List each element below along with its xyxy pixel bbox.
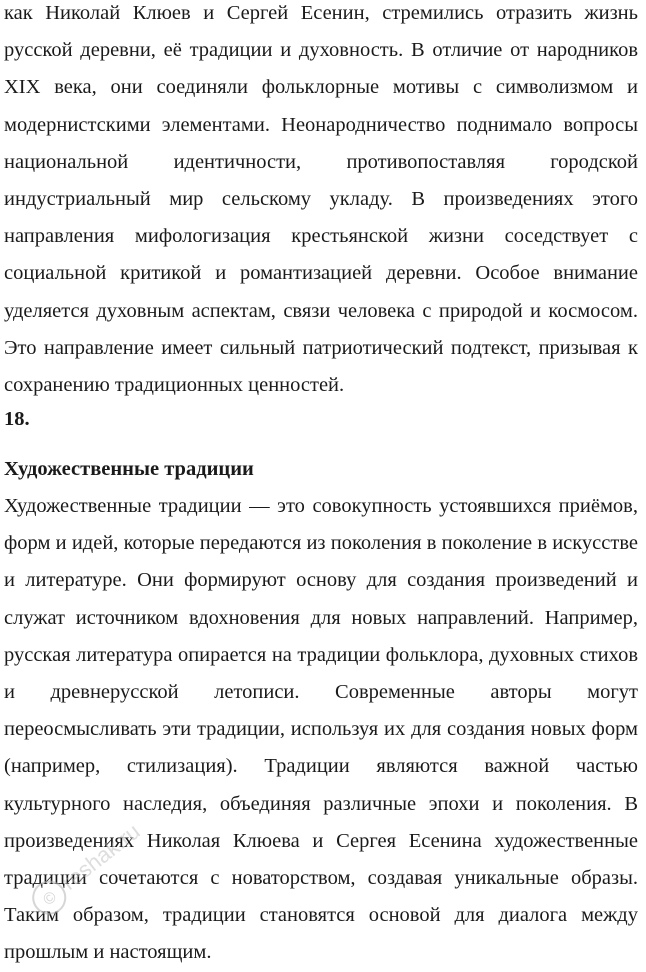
section-paragraph: Художественные традиции — это совокупность устоявшихся приёмов, форм и идей, которые передаются из поколения в поколение в искусстве и литературе. Они формируют основу для создания произведений и служат источником вдохновения для новых направлений. Например, русская литература опирается на традиции фольклора, духовных стихов и древнерусской летописи. Современные авторы могут переосмысливать эти традиции, используя их для создания новых форм (например, стилизация). Традиции являются важной частью культурного наследия, объединяя различные эпохи и поколения. В произведениях Николая Клюева и Сергея Есенина художественные традиции сочетаются с новаторством, создавая уникальные образы. Таким образом, традиции становятся основой для диалога между прошлым и настоящим. [4,495,638,964]
section-number: 18. [4,408,30,430]
intro-paragraph: как Николай Клюев и Сергей Есенин, стремились отразить жизнь русской деревни, её традиции и духовность. В отличие от народников XIX века, они соединяли фольклорные мотивы с символизмом и модернистскими элементами. Неонародничество поднимало вопросы национальной идентичности, противопоставляя городской индустриальный мир сельскому укладу. В произведениях этого направления мифологизация крестьянской жизни соседствует с социальной критикой и романтизацией деревни. Особое внимание уделяется духовным аспектам, связи человека с природой и космосом. Это направление имеет сильный патриотический подтекст, призывая к сохранению традиционных ценностей. [4,2,638,397]
svg-text:reshak.ru: reshak.ru [56,818,145,895]
section-title: Художественные традиции [4,458,254,480]
svg-text:©: © [40,888,61,910]
